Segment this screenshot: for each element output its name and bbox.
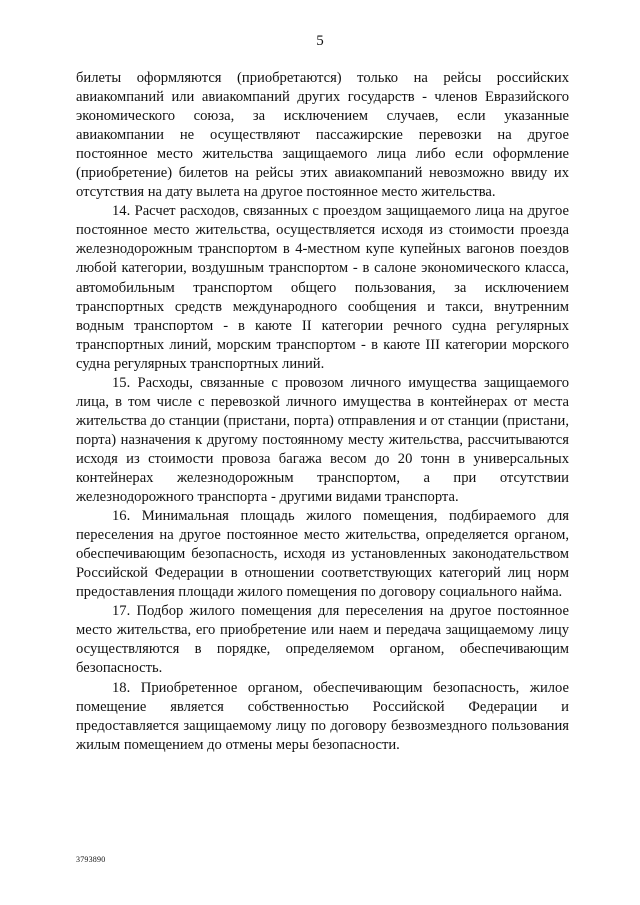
paragraph-18: 18. Приобретенное органом, обеспечивающим безопасность, жилое помещение является собственностью Российской Федерации и предоставляется защищаемому лицу по договору безвозмездного пользования жилым помещением до отмены меры безопасности. (76, 679, 569, 753)
page-number: 5 (316, 33, 324, 49)
paragraph-16: 16. Минимальная площадь жилого помещения, подбираемого для переселения на другое постоянное место жительства, определяется органом, обеспечивающим безопасность, исходя из установленных законодательством Российской Федерации в отношении соответствующих категорий лиц норм предоставления площади жилого помещения по договору социального найма. (76, 508, 569, 601)
document-body (76, 69, 569, 755)
paragraph-continuation: билеты оформляются (приобретаются) только на рейсы российских авиакомпаний или авиакомпаний других государств - членов Евразийского экономического союза, за исключением случаев, если указанные авиакомпании не осуществляют пассажирские перевозки на другое постоянное место жительства защищаемого лица либо если оформление (приобретение) билетов на рейсы этих авиакомпаний невозможно ввиду их отсутствия на дату вылета на другое постоянное место жительства. (76, 70, 569, 201)
paragraph-15: 15. Расходы, связанные с провозом личного имущества защищаемого лица, в том числе с перевозкой личного имущества в контейнерах от места жительства до станции (пристани, порта) отправления и от станции (пристани, порта) назначения к другому постоянному месту жительства, рассчитываются исходя из стоимости провоза багажа весом до 20 тонн в универсальных контейнерах железнодорожным транспортом, а при отсутствии железнодорожного транспорта - другими видами транспорта. (76, 374, 569, 506)
document-code: 3793890 (76, 855, 106, 864)
paragraph-17: 17. Подбор жилого помещения для переселения на другое постоянное место жительства, его приобретение или наем и передача защищаемому лицу осуществляются в порядке, определяемом органом, обеспечивающим безопасность. (76, 603, 569, 677)
paragraph-14: 14. Расчет расходов, связанных с проездом защищаемого лица на другое постоянное место жительства, осуществляется исходя из стоимости проезда железнодорожным транспортом в 4-местном купе купейных вагонов поездов любой категории, воздушным транспортом - в салоне экономического класса, автомобильным транспортом общего пользования, за исключением транспортных средств международного сообщения и такси, внутренним водным транспортом - в каюте II категории речного судна регулярных транспортных линий, морским транспортом - в каюте III категории морского судна регулярных транспортных линий. (76, 203, 569, 372)
